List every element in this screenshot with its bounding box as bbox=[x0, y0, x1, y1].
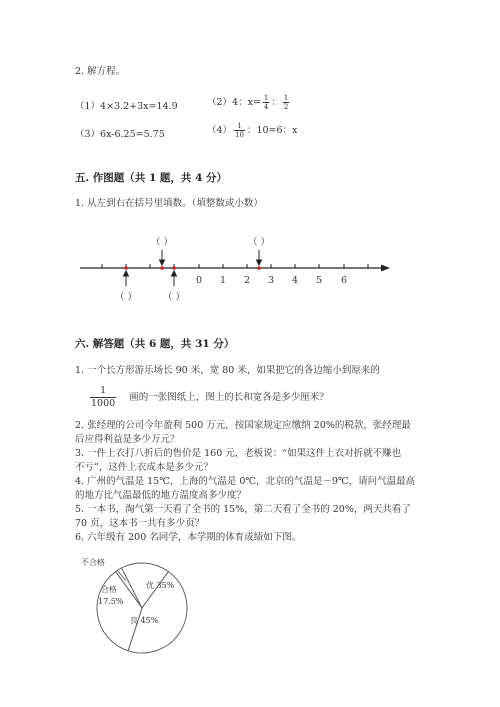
section-6-q5-line1: 5. 一本书，淘气第一天看了全书的 15%，第二天看了全书的 20%，两天共看了 bbox=[75, 504, 411, 515]
section-6-q5-line2: 70 页，这本书一共有多少页？ bbox=[75, 518, 205, 529]
pie-label-excellent: 优 35% bbox=[146, 581, 175, 590]
equation-1: （1）4×3.2+3x=14.9 bbox=[75, 101, 178, 112]
pie-slices bbox=[97, 563, 187, 653]
pie-chart bbox=[70, 553, 200, 663]
pie-label-good: 良 45% bbox=[130, 616, 159, 625]
tick-label-5: 5 bbox=[315, 275, 323, 286]
section-6-q1-line1: 1. 一个长方形游乐场长 90 米，宽 80 米，如果把它的各边缩小到原来的 bbox=[75, 365, 380, 376]
fraction-one-quarter: $\frac{1}{4}$ bbox=[263, 94, 269, 111]
q2-title: 2. 解方程。 bbox=[75, 66, 126, 77]
section-6-q4-line1: 4. 广州的气温是 15℃，上海的气温是 0℃，北京的气温是－9℃，请问气温最高 bbox=[75, 476, 416, 487]
blank-bottom-1: （ ） bbox=[114, 292, 138, 303]
fraction-one-tenth: $\frac{1}{10}$ bbox=[235, 122, 244, 139]
number-line-arrow-icon bbox=[381, 265, 390, 272]
tick-label-0: 0 bbox=[195, 275, 203, 286]
fraction-one-half: $\frac{1}{2}$ bbox=[283, 94, 289, 111]
blank-top-1: （ ） bbox=[150, 237, 174, 248]
tick-label-3: 3 bbox=[267, 275, 275, 286]
fraction-one-thousandth: $\frac{1}{1000}$ bbox=[91, 385, 116, 409]
pie-label-fail: 不合格 bbox=[81, 558, 105, 567]
section-6-q2-line2: 后应得利益是多少万元？ bbox=[75, 434, 180, 445]
section-6-q4-line2: 的地方比气温最低的地方温度高多少度？ bbox=[75, 490, 247, 501]
equation-4-prefix: （4） bbox=[207, 125, 233, 136]
tick-label-4: 4 bbox=[291, 275, 299, 286]
blank-bottom-2: （ ） bbox=[162, 292, 186, 303]
tick-label-1: 1 bbox=[219, 275, 227, 286]
equation-2-sep: ： bbox=[271, 97, 281, 108]
tick-label-2: 2 bbox=[243, 275, 251, 286]
section-5-heading: 五. 作图题（共 1 题，共 4 分） bbox=[75, 172, 228, 184]
section-6-q2-line1: 2. 张经理的公司今年盈利 500 万元，按国家规定应缴纳 20%的税款，张经理最 bbox=[75, 420, 411, 431]
number-line-figure bbox=[0, 228, 500, 308]
section-6-heading: 六. 解答题（共 6 题，共 31 分） bbox=[75, 338, 235, 350]
section-6-q3-line1: 3. 一件上衣打八折后的售价是 160 元，老板说：“如果这件上衣对折就不赚也 bbox=[75, 448, 402, 459]
number-line-ticks bbox=[102, 264, 368, 268]
equation-4 bbox=[207, 122, 297, 139]
tick-label-6: 6 bbox=[340, 275, 348, 286]
section-5-question-1: 1. 从左到右在括号里填数。（填整数或小数） bbox=[75, 198, 263, 209]
pie-label-pass-name: 合格 bbox=[101, 585, 117, 594]
equation-3: （3）6x-6.25=5.75 bbox=[75, 129, 165, 140]
section-6-q3-line2: 不亏”，这件上衣成本是多少元？ bbox=[75, 462, 213, 473]
pie-label-pass-value: 17.5% bbox=[98, 597, 124, 606]
number-line-labels bbox=[115, 237, 347, 303]
section-6-q6-line1: 6. 六年级有 200 名同学，本学期的体育成绩如下图。 bbox=[75, 532, 302, 543]
equation-2-prefix: （2）4：x= bbox=[207, 97, 261, 108]
equation-4-suffix: ：10=6：x bbox=[246, 125, 298, 136]
section-6-q1-line2: $\frac{1}{1000}$ 画的一张图纸上，图上的长和宽各是多少厘米？ bbox=[91, 385, 329, 409]
blank-top-2: （ ） bbox=[247, 237, 271, 248]
equation-2 bbox=[207, 94, 291, 111]
